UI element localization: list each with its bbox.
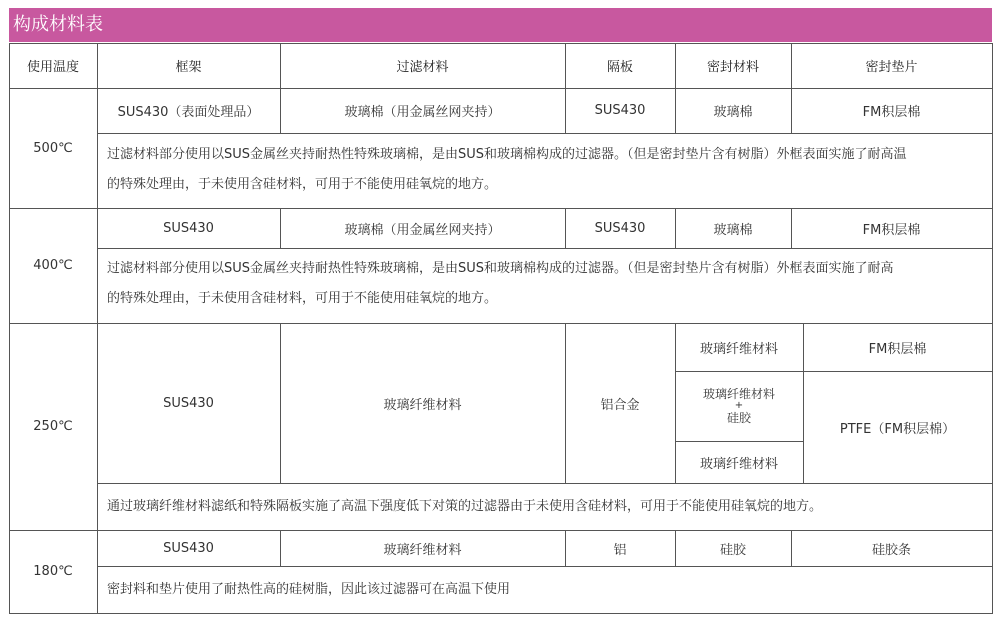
col-250-2 bbox=[565, 323, 566, 483]
filter-250: 玻璃纤维材料 bbox=[383, 397, 462, 413]
gasket-250-2: PTFE（FM积层棉） bbox=[839, 421, 956, 437]
note-500 bbox=[97, 140, 992, 204]
note-500-line1: 过滤材料部分使用以SUS金属丝夹持耐热性特殊玻璃棉，是由SUS和玻璃棉构成的过滤器。（但是密封垫片含有树脂）外框表面实施了耐高温 bbox=[107, 147, 907, 162]
rule-250-a bbox=[675, 371, 993, 372]
header-filter: 过滤材料 bbox=[396, 60, 449, 75]
frame-400: SUS430 bbox=[163, 220, 214, 236]
sealant-250-3: 玻璃纤维材料 bbox=[699, 456, 778, 472]
temp-500: 500℃ bbox=[33, 140, 73, 156]
col-250-3 bbox=[675, 323, 676, 483]
header-separator: 隔板 bbox=[606, 60, 633, 75]
gasket-250-1: FM积层棉 bbox=[868, 341, 927, 357]
col-250-4 bbox=[803, 323, 804, 483]
rule-400-sub bbox=[97, 248, 993, 249]
border-right bbox=[992, 43, 993, 613]
header-temp: 使用温度 bbox=[26, 60, 79, 75]
border-left bbox=[9, 43, 10, 613]
filter-500: 玻璃棉（用金属丝网夹持） bbox=[344, 105, 501, 120]
rule-500 bbox=[9, 208, 993, 209]
frame-500: SUS430（表面处理品） bbox=[117, 105, 260, 120]
header-frame: 框架 bbox=[175, 60, 202, 75]
rule-400 bbox=[9, 323, 993, 324]
separator-180: 铝 bbox=[613, 542, 627, 558]
col-h-2 bbox=[565, 43, 566, 88]
filter-400: 玻璃棉（用金属丝网夹持） bbox=[344, 222, 501, 238]
rule-500-sub bbox=[97, 133, 993, 134]
sealant-250-2 bbox=[675, 371, 803, 441]
col-500-1 bbox=[280, 88, 281, 133]
col-500-4 bbox=[791, 88, 792, 133]
table-title: 构成材料表 bbox=[9, 8, 992, 42]
separator-500: SUS430 bbox=[594, 103, 646, 118]
note-400 bbox=[97, 254, 992, 318]
col-h-1 bbox=[280, 43, 281, 88]
frame-180: SUS430 bbox=[163, 540, 214, 556]
rule-180-sub bbox=[97, 566, 993, 567]
separator-400: SUS430 bbox=[594, 220, 646, 236]
col-temp bbox=[97, 43, 98, 613]
col-180-1 bbox=[280, 530, 281, 566]
border-top bbox=[9, 43, 993, 44]
gasket-500: FM积层棉 bbox=[862, 105, 921, 120]
rule-header bbox=[9, 88, 993, 89]
sealant-250-2-a: 玻璃纤维材料 bbox=[702, 387, 775, 401]
col-180-3 bbox=[675, 530, 676, 566]
gasket-400: FM积层棉 bbox=[862, 222, 921, 238]
sealant-250-2-b: 硅胶 bbox=[726, 411, 751, 425]
col-h-3 bbox=[675, 43, 676, 88]
sealant-400: 玻璃棉 bbox=[713, 222, 753, 238]
gasket-180: 硅胶条 bbox=[871, 542, 911, 558]
note-400-line2: 的特殊处理由，于未使用含硅材料，可用于不能使用硅氧烷的地方。 bbox=[107, 291, 498, 306]
col-h-4 bbox=[791, 43, 792, 88]
border-bottom bbox=[9, 613, 993, 614]
rule-250-b bbox=[675, 441, 803, 442]
temp-400: 400℃ bbox=[33, 258, 73, 273]
col-400-4 bbox=[791, 208, 792, 248]
note-180: 密封料和垫片使用了耐热性高的硅树脂，因此该过滤器可在高温下使用 bbox=[107, 581, 511, 597]
sealant-250-1: 玻璃纤维材料 bbox=[699, 341, 778, 357]
col-500-2 bbox=[565, 88, 566, 133]
col-400-3 bbox=[675, 208, 676, 248]
sealant-500: 玻璃棉 bbox=[713, 105, 753, 120]
note-400-line1: 过滤材料部分使用以SUS金属丝夹持耐热性特殊玻璃棉，是由SUS和玻璃棉构成的过滤器。（但是密封垫片含有树脂）外框表面实施了耐高 bbox=[107, 261, 894, 276]
note-250: 通过玻璃纤维材料滤纸和特殊隔板实施了高温下强度低下对策的过滤器由于未使用含硅材料，可用于不能使用硅氧烷的地方。 bbox=[107, 498, 823, 514]
col-180-2 bbox=[565, 530, 566, 566]
rule-250 bbox=[9, 530, 993, 531]
col-400-2 bbox=[565, 208, 566, 248]
filter-180: 玻璃纤维材料 bbox=[383, 542, 462, 558]
col-180-4 bbox=[791, 530, 792, 566]
temp-180: 180℃ bbox=[33, 564, 73, 579]
temp-250: 250℃ bbox=[33, 419, 73, 434]
separator-250: 铝合金 bbox=[600, 397, 640, 413]
col-250-1 bbox=[280, 323, 281, 483]
frame-250: SUS430 bbox=[163, 395, 214, 411]
header-sealant: 密封材料 bbox=[706, 60, 759, 75]
header-gasket: 密封垫片 bbox=[865, 60, 918, 75]
note-500-line2: 的特殊处理由，于未使用含硅材料，可用于不能使用硅氧烷的地方。 bbox=[107, 177, 498, 192]
col-400-1 bbox=[280, 208, 281, 248]
sealant-250-2-plus: + bbox=[734, 400, 744, 411]
sealant-180: 硅胶 bbox=[719, 542, 746, 558]
rule-250-sub bbox=[97, 483, 993, 484]
col-500-3 bbox=[675, 88, 676, 133]
